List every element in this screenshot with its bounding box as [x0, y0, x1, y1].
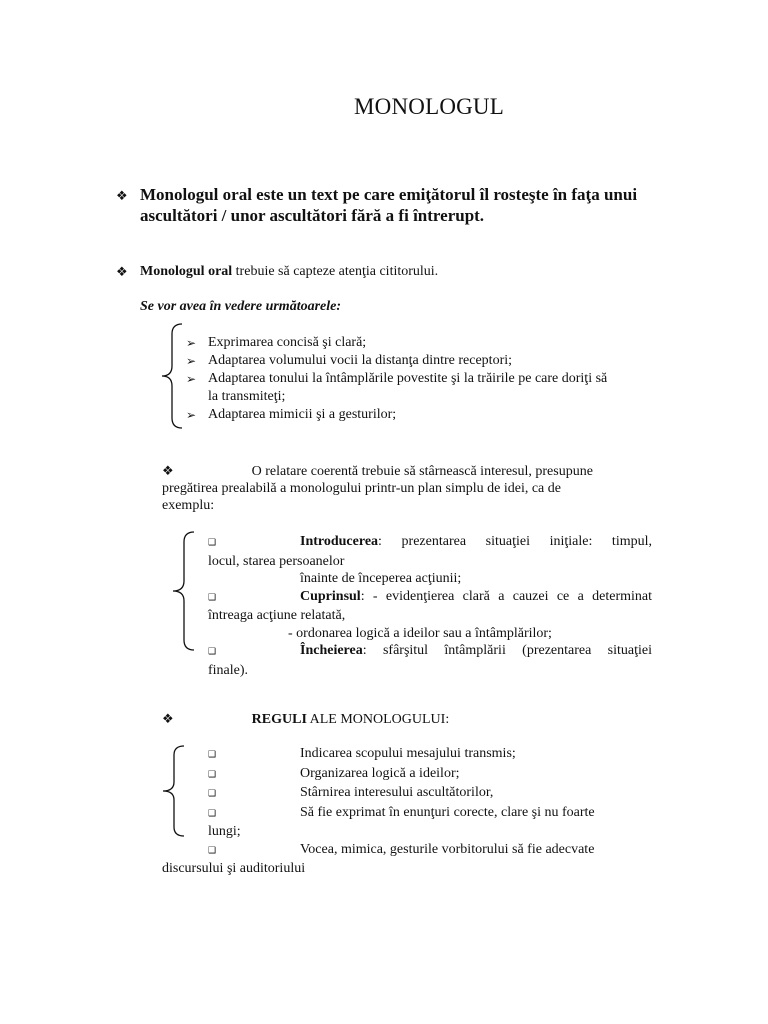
- checkbox-bullet-icon: ❑: [208, 808, 217, 819]
- list-item: ➢ Adaptarea tonului la întâmplările povestite şi la trăirile pe care doriţi să: [186, 371, 608, 386]
- arrow-bullet-icon: ➢: [186, 354, 197, 368]
- diamond-bullet-icon: ❖: [116, 265, 128, 280]
- list-item: ➢ Adaptarea volumului vocii la distanţa dintre receptori;: [186, 353, 513, 368]
- list-item-continuation: lungi;: [208, 824, 241, 839]
- list-item: ❑ Indicarea scopului mesajului transmis;: [208, 745, 652, 765]
- plan-item-cuprins: ❑ Cuprinsul: - evidenţierea clară a cauzei ce a determinat: [208, 588, 652, 608]
- checkbox-bullet-icon: ❑: [208, 789, 217, 799]
- definition-paragraph: [140, 184, 660, 226]
- curly-brace-icon: [170, 530, 198, 652]
- curly-brace-icon: [160, 744, 188, 838]
- definition-line1: oral este un text pe care emiţătorul îl rosteşte în faţa unui: [222, 185, 638, 204]
- checkbox-bullet-icon: ❑: [208, 592, 217, 603]
- plan-list: ❑ Introducerea: prezentarea situaţiei iniţiale: timpul, locul, starea persoanelor înainte de începerea acţiunii; ❑ Cuprinsul: - evidenţierea clară a cauzei ce a determinat întreaga acţiune relatată, - ordonarea logică a ideilor sau a întâmplărilor; ❑ Încheierea: sfârşitul întâmplării (prezentarea situaţiei finale).: [208, 534, 652, 678]
- plan-item-introducere: ❑ Introducerea: prezentarea situaţiei iniţiale: timpul,: [208, 533, 652, 553]
- page-title: MONOLOGUL: [353, 94, 504, 119]
- list-item: ❑ Organizarea logică a ideilor;: [208, 765, 652, 785]
- checkbox-bullet-icon: ❑: [208, 647, 217, 657]
- plan-item-incheiere: ❑ Încheierea: sfârşitul întâmplării (prezentarea situaţiei: [208, 642, 652, 662]
- subheading: Se vor avea în vedere următoarele:: [140, 299, 342, 314]
- list-item: ➢ Adaptarea mimicii şi a gesturilor;: [186, 407, 397, 422]
- arrow-bullet-icon: ➢: [186, 372, 197, 386]
- arrow-bullet-icon: ➢: [186, 336, 197, 350]
- curly-brace-icon: [160, 322, 186, 430]
- definition-line2: ascultători / unor ascultători fără a fi întrerupt.: [140, 206, 485, 225]
- rules-list: [162, 745, 652, 878]
- guidelines-list: [186, 334, 666, 424]
- list-item: ❑ Să fie exprimat în enunţuri corecte, clare şi nu foarte: [208, 804, 652, 824]
- checkbox-bullet-icon: ❑: [208, 750, 217, 760]
- diamond-bullet-icon: ❖: [162, 712, 174, 727]
- list-item: ❑ Vocea, mimica, gesturile vorbitorului să fie adecvate: [208, 841, 652, 861]
- list-item: ❑ Stârnirea interesului ascultătorilor,: [208, 784, 652, 804]
- arrow-bullet-icon: ➢: [186, 408, 197, 422]
- checkbox-bullet-icon: ❑: [208, 769, 217, 780]
- list-item-continuation: la transmiteţi;: [208, 389, 286, 404]
- definition-lead: Monologul: [140, 185, 219, 204]
- diamond-bullet-icon: ❖: [162, 464, 174, 479]
- list-item: ➢ Exprimarea concisă şi clară;: [186, 335, 367, 350]
- list-item-continuation: discursului şi auditoriului: [162, 861, 306, 876]
- relatare-paragraph: ❖ O relatare coerentă trebuie să stârnească interesul, presupune pregătirea prealabilă a monologului printr-un plan simplu de idei, ca de exemplu:: [162, 464, 593, 513]
- rules-heading: ❖ REGULI ALE MONOLOGULUI:: [162, 712, 450, 727]
- monolog-oral-lead: Monologul oral: [140, 264, 233, 279]
- diamond-bullet-icon: ❖: [116, 189, 128, 204]
- monolog-oral-paragraph: [140, 264, 438, 280]
- monolog-oral-text: trebuie să capteze atenţia cititorului.: [235, 264, 439, 279]
- checkbox-bullet-icon: ❑: [208, 538, 217, 548]
- checkbox-bullet-icon: ❑: [208, 845, 217, 856]
